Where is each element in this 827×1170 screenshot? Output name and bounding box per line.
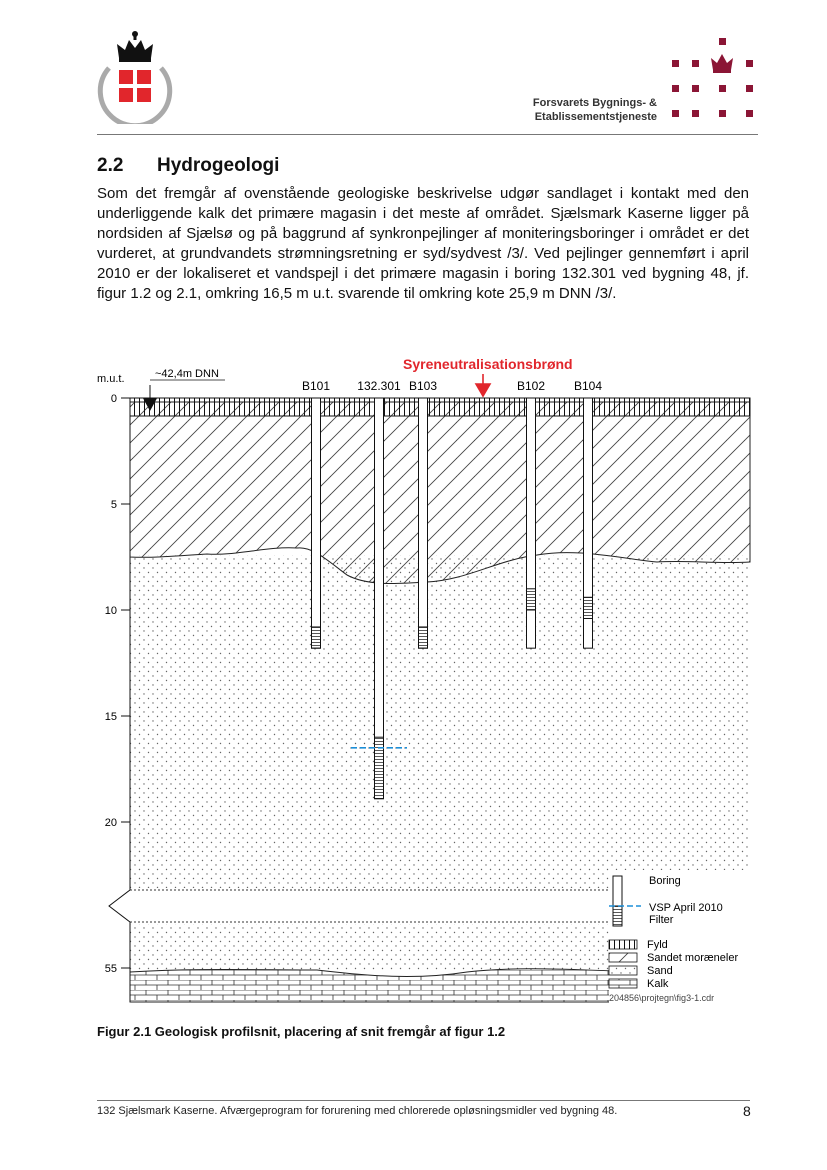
boring-casing — [312, 398, 321, 648]
crown-icon — [711, 54, 733, 73]
org-line-1: Forsvarets Bygnings- & — [532, 97, 657, 109]
dnn-label: ~42,4m DNN — [155, 368, 219, 380]
file-reference: 204856\projtegn\fig3-1.cdr — [609, 993, 715, 1003]
footer-rule — [97, 1100, 750, 1101]
organization-name — [533, 96, 657, 124]
boring-filter — [584, 597, 593, 618]
header-rule — [97, 134, 758, 135]
defence-logo — [97, 28, 173, 124]
depth-tick-label: 0 — [110, 393, 117, 405]
legend-boring: Boring — [649, 875, 681, 887]
neutralization-well-label: Syreneutralisationsbrønd — [403, 356, 573, 372]
boring-casing — [419, 398, 428, 648]
page-number: 8 — [743, 1103, 751, 1119]
boring-label: B103 — [408, 379, 438, 393]
section-number: 2.2 — [97, 155, 124, 176]
crown-icon — [117, 31, 153, 62]
legend-moraene: Sandet moræneler — [647, 952, 739, 964]
cross-icon — [119, 70, 151, 102]
depth-tick-label: 15 — [104, 711, 117, 723]
legend-vsp: VSP April 2010 — [649, 902, 723, 914]
org-line-2: Etablissementstjeneste — [534, 111, 657, 123]
boring-filter — [419, 627, 428, 648]
boring-label: 132.301 — [357, 379, 401, 393]
boring-label: B104 — [573, 379, 603, 393]
boring-filter — [312, 627, 321, 648]
legend-kalk: Kalk — [647, 978, 669, 990]
legend-sand: Sand — [647, 965, 673, 977]
boring-label: B101 — [301, 379, 331, 393]
depth-tick-label: 10 — [104, 605, 117, 617]
boring-casing — [527, 398, 536, 648]
depth-tick-label: 55 — [104, 963, 117, 975]
boring-label: B102 — [516, 379, 546, 393]
boring-filter — [375, 737, 384, 798]
sand-layer — [130, 555, 750, 888]
figure-caption: Figur 2.1 Geologisk profilsnit, placering af snit fremgår af figur 1.2 — [97, 1024, 506, 1039]
shield-ring — [100, 68, 169, 124]
section-heading — [97, 155, 279, 177]
neutralization-arrow-icon — [476, 374, 490, 396]
legend-fyld: Fyld — [647, 939, 668, 951]
fill-layer — [130, 398, 750, 416]
depth-unit-label: m.u.t. — [97, 373, 125, 385]
legend-filter: Filter — [649, 914, 674, 926]
depth-tick-label: 5 — [110, 499, 117, 511]
geological-profile-figure — [97, 350, 757, 1015]
footer-text: 132 Sjælsmark Kaserne. Afværgeprogram for forurening med chlorerede opløsningsmidler ved bygning 48. — [97, 1105, 618, 1117]
section-title: Hydrogeologi — [157, 155, 280, 176]
section-body: Som det fremgår af ovenstående geologiske beskrivelse udgør sandlaget i kontakt med den underliggende kalk det primære magasin i det meste af området. Sjælsmark Kaserne ligger på nordsiden af Sjælsø og på baggrund af synkronpejlinger af moniteringsboringer i området er det vurderet, at grundvandets strømningsretning er syd/sydvest /3/. Ved pejlinger gennemført i april 2010 er der lokaliseret et vandspejl i det primære magasin i boring 132.301 ved bygning 48, jf. figur 1.2 og 2.1, omkring 16,5 m u.t. svarende til omkring kote 25,9 m DNN /3/. — [97, 185, 749, 302]
depth-tick-label: 20 — [104, 817, 117, 829]
boring-filter — [527, 589, 536, 610]
fbe-logo — [664, 30, 759, 120]
